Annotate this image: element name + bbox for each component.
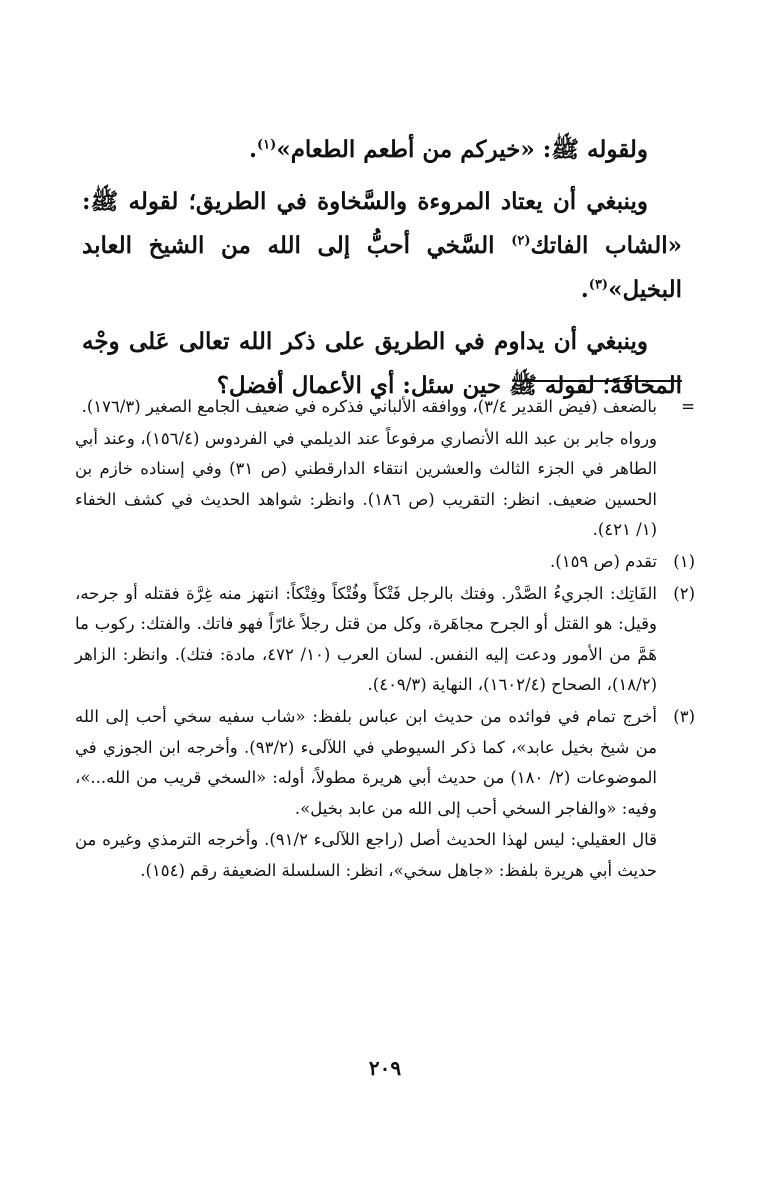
p2-end: . — [580, 276, 589, 303]
footnote-2 — [75, 579, 695, 701]
footnote-marker: (٢) — [673, 583, 695, 603]
footnote-paragraph: أخرج تمام في فوائده من حديث ابن عباس بلفظ: «شاب سفيه سخي أحب إلى الله من شيخ بخيل عابد»، كما ذكر السيوطي في اللآلىء (٩٣/٢). وأخرجه ابن الجوزي في الموضوعات (٢/ ١٨٠) من حديث أبي هريرة مطولاً، أوله: «السخي قريب من الله...»، وفيه: «والفاجر السخي أحب إلى الله من عابد بخيل». — [75, 706, 657, 818]
footnote-ref-3[interactable]: (٣) — [588, 277, 609, 293]
footnotes — [75, 392, 695, 887]
footnote-ref-2[interactable]: (٢) — [511, 233, 531, 249]
footnote-marker: (٣) — [673, 706, 695, 726]
p2-text-b: السَّخي أحبُّ إلى الله من الشيخ العابد البخيل» — [82, 232, 682, 303]
footnote-paragraph: تقدم (ص ١٥٩). — [550, 551, 657, 571]
page-number: ٢٠٩ — [368, 1056, 402, 1080]
body-paragraph-1 — [82, 128, 682, 172]
p1-text: ولقوله ﷺ: «خيركم من أطعم الطعام» — [276, 136, 648, 163]
footnote-1 — [75, 547, 695, 578]
footnote-ref-1[interactable]: (١) — [257, 137, 277, 153]
p2-text-a: وينبغي أن يعتاد المروءة والسَّخاوة في الطريق؛ لقوله ﷺ: «الشاب الفاتك — [82, 188, 682, 259]
body-paragraph-3: وينبغي أن يداوم في الطريق على ذكر الله تعالى عَلى وجْه المخافَةَ؛ لقوله ﷺ حين سئل: أي الأعمال أفضل؟ — [82, 328, 682, 399]
footnote-paragraph: بالضعف (فيض القدير ٣/٤)، ووافقه الألباني فذكره في ضعيف الجامع الصغير (١٧٦/٣). — [81, 397, 657, 416]
footnote-3 — [75, 702, 695, 887]
footnote-continued — [75, 392, 695, 546]
footnote-paragraph: ورواه جابر بن عبد الله الأنصاري مرفوعاً عند الديلمي في الفردوس (١٥٦/٤)، وعند أبي الطاهر في الجزء الثالث والعشرين انتقاء الدارقطني (ص ٣١) وفي إسناده خازم بن الحسين ضعيف. انظر: التقريب (ص ١٨٦). وانظر: شواهد الحديث في كشف الخفاء (١/ ٤٢١). — [75, 428, 657, 540]
footnote-marker: = — [681, 397, 695, 416]
main-text — [82, 128, 682, 408]
footnote-paragraph: قال العقيلي: ليس لهذا الحديث أصل (راجع اللآلىء ٩١/٢). وأخرجه الترمذي وغيره من حديث أبي هريرة بلفظ: «جاهل سخي»، انظر: السلسلة الضعيفة رقم (١٥٤). — [75, 830, 657, 880]
footnote-marker: (١) — [673, 551, 695, 571]
footnote-separator — [520, 380, 682, 382]
footnote-paragraph: الفَاتِك: الجريءُ الصَّدْر. وفتك بالرجل فَتْكاً وفُتْكاً وفِتْكاً: انتهز منه غِرَّة فقتله أو جرحه، وقيل: هو القتل أو الجرح مجاهَرة، وكل من قتل رجلاً غارّاً فهو فاتك. والفتك: ركوب ما هَمَّ من الأمور ودعت إليه النفس. لسان العرب (١٠/ ٤٧٢، مادة: فتك). وانظر: الزاهر (١٨/٢)، الصحاح (١٦٠٢/٤)، النهاية (٤٠٩/٣). — [75, 583, 658, 695]
body-paragraph-2 — [82, 180, 682, 312]
p1-end: . — [249, 136, 258, 163]
